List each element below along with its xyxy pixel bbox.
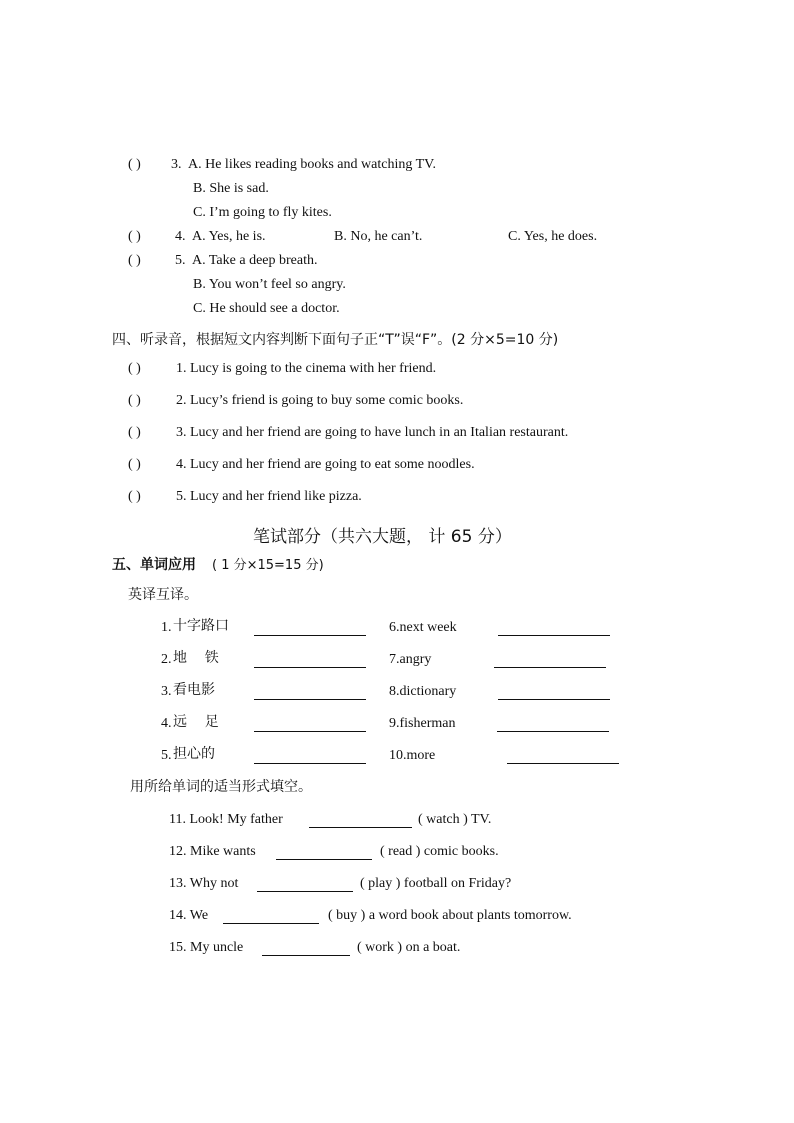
sentence-hint: ( buy ) a word book about plants tomorrow. <box>328 908 572 923</box>
answer-blank[interactable] <box>309 813 412 828</box>
section-heading: 五、单词应用 <box>112 557 196 573</box>
sentence-start: 12. Mike wants <box>169 844 256 859</box>
chinese-word: 远 足 <box>173 714 219 730</box>
tf-item: 3. Lucy and her friend are going to have lunch in an Italian restaurant. <box>176 425 569 440</box>
answer-blank[interactable] <box>498 685 610 700</box>
option-b: B. She is sad. <box>193 181 269 196</box>
answer-blank[interactable] <box>254 717 366 732</box>
item-number: 1. <box>161 620 172 635</box>
answer-paren[interactable]: ( ) <box>128 229 141 244</box>
sentence-hint: ( play ) football on Friday? <box>360 876 512 891</box>
answer-blank[interactable] <box>497 717 609 732</box>
option-c: C. Yes, he does. <box>508 229 598 244</box>
answer-paren[interactable]: ( ) <box>128 393 141 408</box>
option-b: B. You won’t feel so angry. <box>193 277 346 292</box>
answer-blank[interactable] <box>223 909 319 924</box>
item-number: 4. <box>161 716 172 731</box>
item-number: 3. <box>161 684 172 699</box>
sentence-start: 15. My uncle <box>169 940 244 955</box>
answer-paren[interactable]: ( ) <box>128 489 141 504</box>
option-a: A. Yes, he is. <box>192 229 266 244</box>
tf-item: 2. Lucy’s friend is going to buy some comic books. <box>176 393 464 408</box>
chinese-word: 看电影 <box>173 682 215 698</box>
english-word: 9.fisherman <box>389 716 456 731</box>
tf-item: 4. Lucy and her friend are going to eat some noodles. <box>176 457 475 472</box>
option-c: C. I’m going to fly kites. <box>193 205 332 220</box>
answer-blank[interactable] <box>507 749 619 764</box>
answer-blank[interactable] <box>257 877 353 892</box>
section-heading: 四、听录音，根据短文内容判断下面句子正“T”误“F”。(2 分×5=10 分) <box>112 332 559 348</box>
question-number: 4. <box>175 229 186 244</box>
answer-blank[interactable] <box>276 845 372 860</box>
english-word: 7.angry <box>389 652 432 667</box>
chinese-word: 十字路口 <box>173 618 229 634</box>
sentence-hint: ( watch ) TV. <box>418 812 492 827</box>
answer-blank[interactable] <box>494 653 606 668</box>
answer-paren[interactable]: ( ) <box>128 425 141 440</box>
option-c: C. He should see a doctor. <box>193 301 340 316</box>
answer-blank[interactable] <box>254 653 366 668</box>
item-number: 5. <box>161 748 172 763</box>
english-word: 10.more <box>389 748 436 763</box>
tf-item: 1. Lucy is going to the cinema with her friend. <box>176 361 437 376</box>
question-number: 3. <box>171 157 182 172</box>
tf-item: 5. Lucy and her friend like pizza. <box>176 489 362 504</box>
answer-blank[interactable] <box>254 621 366 636</box>
answer-blank[interactable] <box>254 749 366 764</box>
sentence-start: 13. Why not <box>169 876 239 891</box>
sentence-hint: ( read ) comic books. <box>380 844 499 859</box>
option-a: A. Take a deep breath. <box>192 253 318 268</box>
option-a: A. He likes reading books and watching TV. <box>188 157 436 172</box>
chinese-word: 担心的 <box>173 746 215 762</box>
option-b: B. No, he can’t. <box>334 229 423 244</box>
english-word: 8.dictionary <box>389 684 457 699</box>
question-number: 5. <box>175 253 186 268</box>
chinese-word: 地 铁 <box>173 650 219 666</box>
english-word: 6.next week <box>389 620 457 635</box>
section-score: ( 1 分×15=15 分) <box>212 558 324 573</box>
sentence-hint: ( work ) on a boat. <box>357 940 461 955</box>
answer-blank[interactable] <box>262 941 350 956</box>
answer-paren[interactable]: ( ) <box>128 253 141 268</box>
subheading: 英译互译。 <box>128 587 198 603</box>
page-title: 笔试部分（共六大题， 计 65 分） <box>253 527 512 547</box>
item-number: 2. <box>161 652 172 667</box>
answer-blank[interactable] <box>254 685 366 700</box>
sentence-start: 11. Look! My father <box>169 812 283 827</box>
answer-blank[interactable] <box>498 621 610 636</box>
answer-paren[interactable]: ( ) <box>128 157 141 172</box>
answer-paren[interactable]: ( ) <box>128 361 141 376</box>
subheading: 用所给单词的适当形式填空。 <box>130 779 312 795</box>
answer-paren[interactable]: ( ) <box>128 457 141 472</box>
sentence-start: 14. We <box>169 908 209 923</box>
